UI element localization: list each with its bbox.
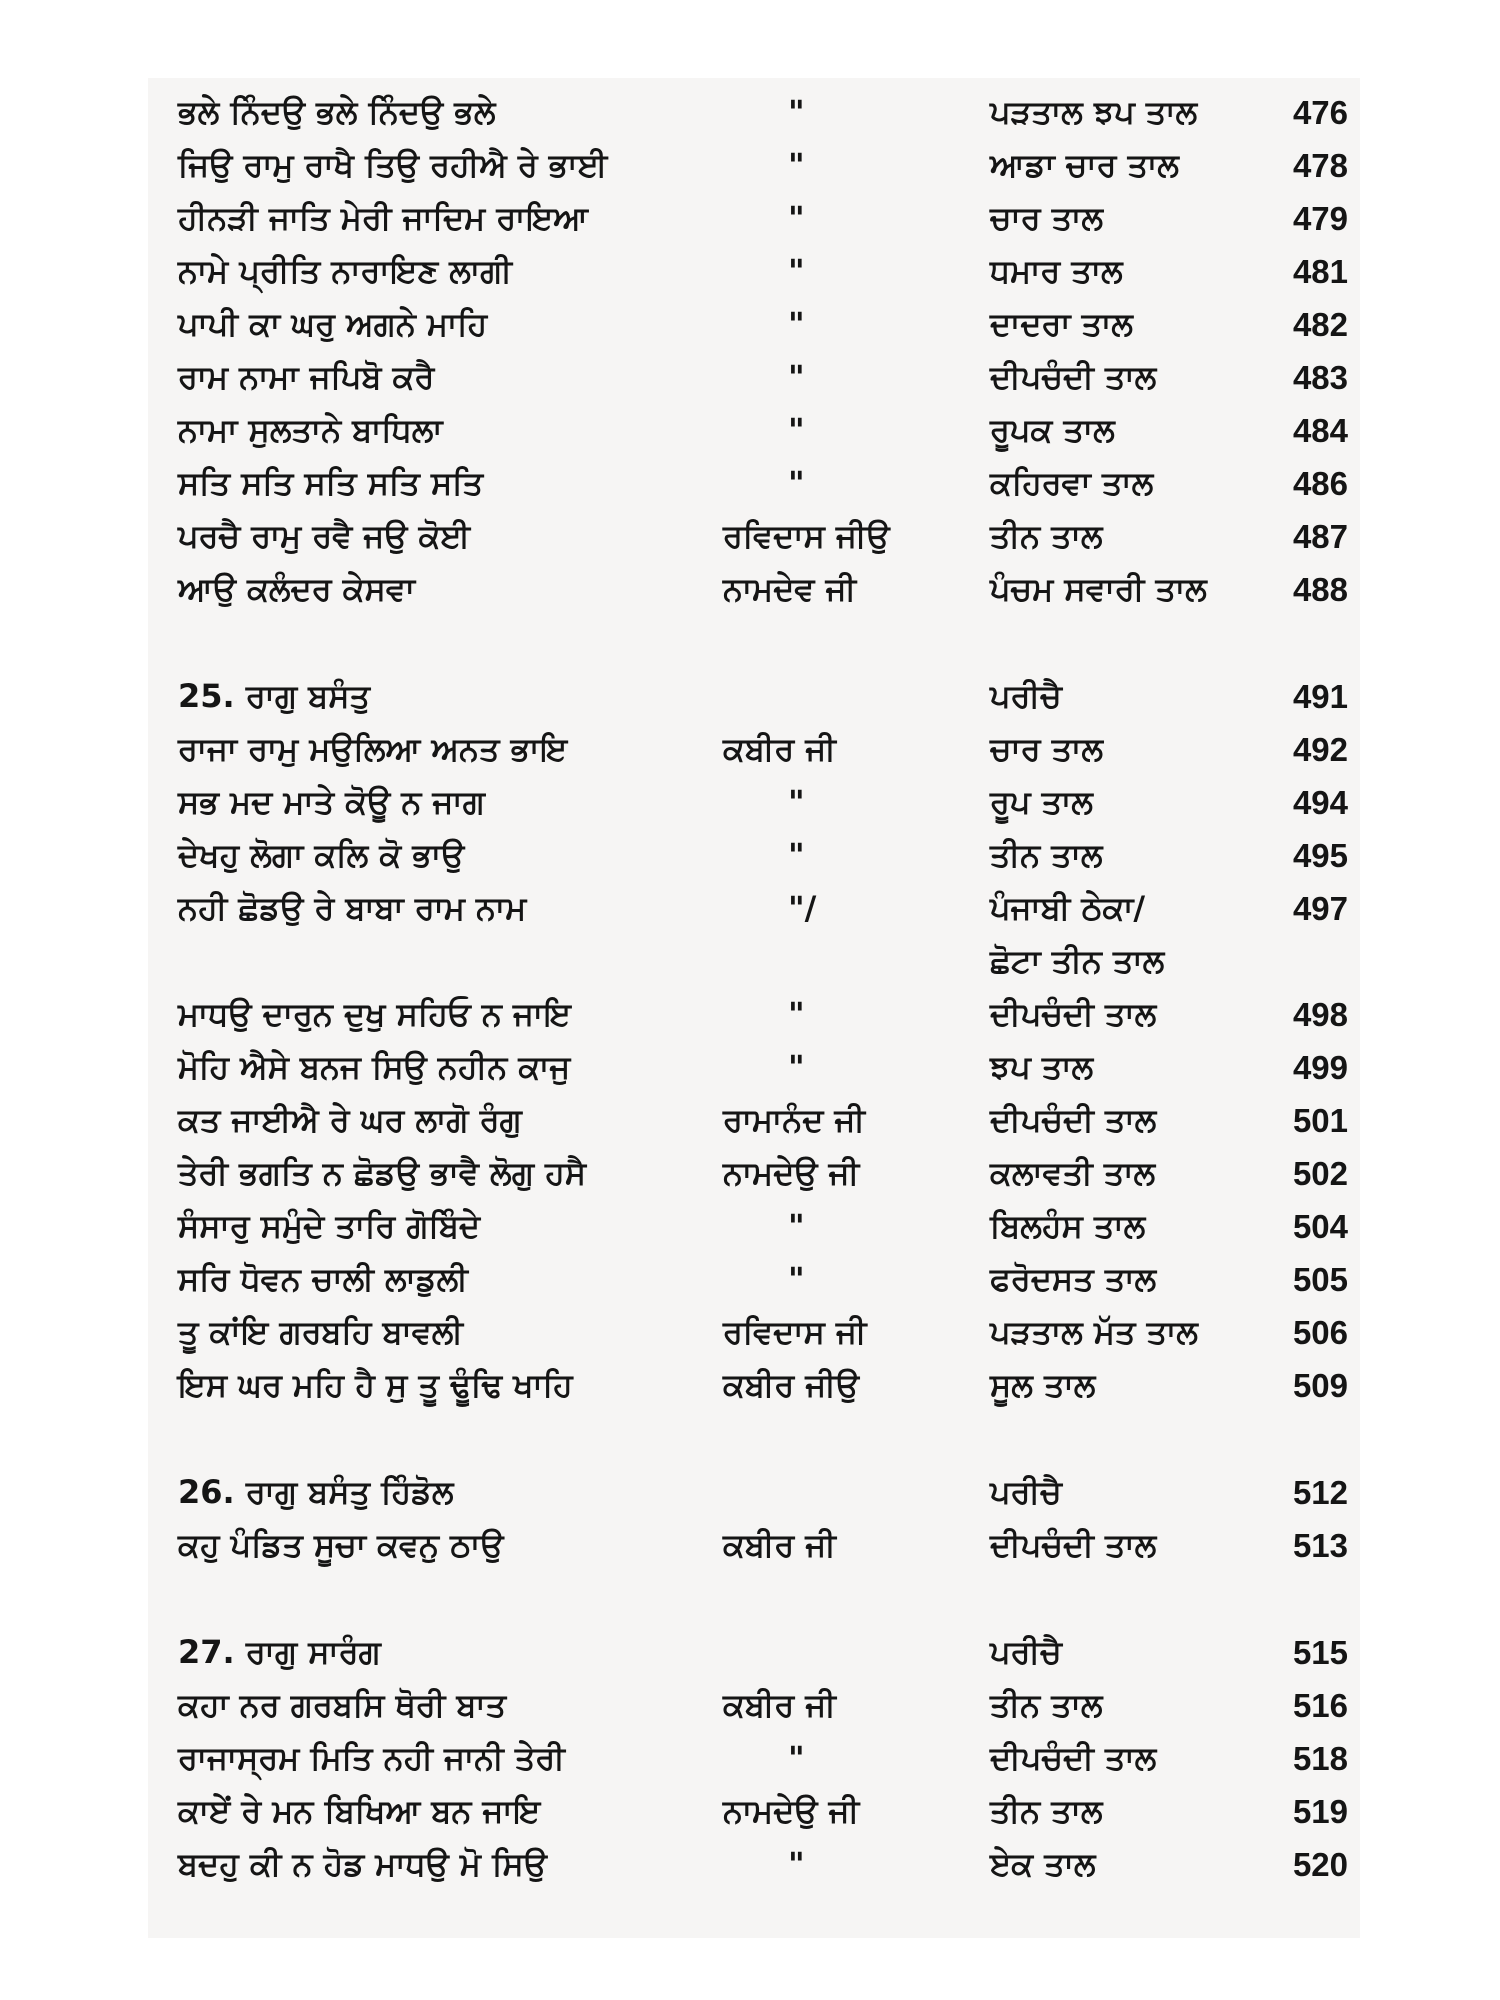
shabad-title: ਮੋਹਿ ਐਸੇ ਬਨਜ ਸਿਉ ਨਹੀਨ ਕਾਜੁ — [178, 1048, 571, 1086]
author: ਨਾਮਦੇਉ ਜੀ — [723, 1792, 860, 1830]
page-number: 491 — [1292, 678, 1348, 715]
tal-name: ਦੀਪਚੰਦੀ ਤਾਲ — [990, 995, 1157, 1033]
shabad-title: ਨਾਮਾ ਸੁਲਤਾਨੇ ਬਾਧਿਲਾ — [178, 411, 443, 449]
shabad-title: ਮਾਧਉ ਦਾਰੁਨ ਦੁਖੁ ਸਹਿਓ ਨ ਜਾਇ — [178, 995, 571, 1033]
page-number: 488 — [1292, 571, 1348, 608]
toc-row — [178, 1838, 1348, 1891]
toc-row — [178, 1200, 1348, 1253]
tal-name: ਪੰਚਮ ਸਵਾਰੀ ਤਾਲ — [990, 570, 1207, 608]
author: " — [788, 1845, 805, 1883]
author: " — [788, 305, 805, 343]
section-heading-row — [178, 1626, 1348, 1679]
author: " — [788, 1048, 805, 1086]
page-number: 486 — [1292, 465, 1348, 502]
author: ਕਬੀਰ ਜੀਉ — [723, 1366, 860, 1404]
tal-name: ਦਾਦਰਾ ਤਾਲ — [990, 305, 1133, 343]
page-number: 494 — [1292, 784, 1348, 821]
page-number: 499 — [1292, 1049, 1348, 1086]
shabad-title: ਸਭ ਮਦ ਮਾਤੇ ਕੋਊ ਨ ਜਾਗ — [178, 783, 485, 821]
page-number: 478 — [1292, 147, 1348, 184]
tal-name: ਰੂਪ ਤਾਲ — [990, 783, 1093, 821]
toc-row — [178, 988, 1348, 1041]
toc-row — [178, 1359, 1348, 1412]
tal-name: ਪੰਜਾਬੀ ਠੇਕਾ/ — [990, 889, 1146, 927]
tal-name: ਚਾਰ ਤਾਲ — [990, 199, 1103, 237]
author: " — [788, 464, 805, 502]
tal-name: ਦੀਪਚੰਦੀ ਤਾਲ — [990, 1526, 1157, 1564]
tal-name: ਦੀਪਚੰਦੀ ਤਾਲ — [990, 1739, 1157, 1777]
shabad-title: 25. ਰਾਗੁ ਬਸੰਤੁ — [178, 677, 370, 715]
toc-row — [178, 1147, 1348, 1200]
shabad-title: ਪਰਚੈ ਰਾਮੁ ਰਵੈ ਜਉ ਕੋਈ — [178, 517, 471, 555]
toc-row — [178, 86, 1348, 139]
author: ਰਾਮਾਨੰਦ ਜੀ — [723, 1101, 866, 1139]
toc-row — [178, 351, 1348, 404]
tal-name: ਤੀਨ ਤਾਲ — [990, 517, 1103, 555]
toc-row — [178, 829, 1348, 882]
page-number: 519 — [1292, 1793, 1348, 1830]
tal-name: ਤੀਨ ਤਾਲ — [990, 836, 1103, 874]
page-number: 512 — [1292, 1474, 1348, 1511]
tal-name: ਛੋਟਾ ਤੀਨ ਤਾਲ — [990, 942, 1165, 980]
page-number: 476 — [1292, 94, 1348, 131]
shabad-title: ਕਤ ਜਾਈਐ ਰੇ ਘਰ ਲਾਗੋ ਰੰਗੁ — [178, 1101, 522, 1139]
toc-row — [178, 457, 1348, 510]
tal-name: ਸੂਲ ਤਾਲ — [990, 1366, 1096, 1404]
page-number: 484 — [1292, 412, 1348, 449]
author: " — [788, 1207, 805, 1245]
page-number: 506 — [1292, 1314, 1348, 1351]
tal-name: ਝਪ ਤਾਲ — [990, 1048, 1094, 1086]
author: " — [788, 411, 805, 449]
shabad-title: ਤੂ ਕਾਂਇ ਗਰਬਹਿ ਬਾਵਲੀ — [178, 1313, 464, 1351]
shabad-title: ਬਦਹੁ ਕੀ ਨ ਹੋਡ ਮਾਧਉ ਮੋ ਸਿਉ — [178, 1845, 547, 1883]
tal-name: ਪਰੀਚੈ — [990, 1473, 1062, 1511]
page-number: 501 — [1292, 1102, 1348, 1139]
toc-row — [178, 192, 1348, 245]
toc-row — [178, 776, 1348, 829]
shabad-title: ਕਾਏਂ ਰੇ ਮਨ ਬਿਖਿਆ ਬਨ ਜਾਇ — [178, 1792, 541, 1830]
page-number: 497 — [1292, 890, 1348, 927]
shabad-title: ਜਿਉ ਰਾਮੁ ਰਾਖੈ ਤਿਉ ਰਹੀਐ ਰੇ ਭਾਈ — [178, 146, 608, 184]
author: ਨਾਮਦੇਵ ਜੀ — [723, 570, 857, 608]
toc-row — [178, 1785, 1348, 1838]
page-number: 513 — [1292, 1527, 1348, 1564]
tal-name: ਏਕ ਤਾਲ — [990, 1845, 1096, 1883]
page-number: 516 — [1292, 1687, 1348, 1724]
page-number: 518 — [1292, 1740, 1348, 1777]
author: " — [788, 93, 805, 131]
author: " — [788, 1739, 805, 1777]
author: " — [788, 836, 805, 874]
toc-row — [178, 1041, 1348, 1094]
tal-name: ਆਡਾ ਚਾਰ ਤਾਲ — [990, 146, 1179, 184]
shabad-title: ਨਹੀ ਛੋਡਉ ਰੇ ਬਾਬਾ ਰਾਮ ਨਾਮ — [178, 889, 527, 927]
author: ਰਵਿਦਾਸ ਜੀਉ — [723, 517, 890, 555]
shabad-title: ਹੀਨੜੀ ਜਾਤਿ ਮੇਰੀ ਜਾਦਿਮ ਰਾਇਆ — [178, 199, 588, 237]
page-number: 515 — [1292, 1634, 1348, 1671]
toc-row — [178, 1253, 1348, 1306]
tal-name: ਪੜਤਾਲ ਮੱਤ ਤਾਲ — [990, 1313, 1198, 1351]
tal-name: ਪਰੀਚੈ — [990, 677, 1062, 715]
toc-row — [178, 1679, 1348, 1732]
tal-name: ਪਰੀਚੈ — [990, 1633, 1062, 1671]
author: " — [788, 252, 805, 290]
shabad-title: ਰਾਮ ਨਾਮਾ ਜਪਿਬੋ ਕਰੈ — [178, 358, 435, 396]
author: ਕਬੀਰ ਜੀ — [723, 1686, 836, 1724]
shabad-title: 27. ਰਾਗੁ ਸਾਰੰਗ — [178, 1633, 381, 1671]
author: ਰਵਿਦਾਸ ਜੀ — [723, 1313, 867, 1351]
shabad-title: ਇਸ ਘਰ ਮਹਿ ਹੈ ਸੁ ਤੂ ਢੂੰਢਿ ਖਾਹਿ — [178, 1366, 573, 1404]
author: ਕਬੀਰ ਜੀ — [723, 730, 836, 768]
shabad-title: 26. ਰਾਗੁ ਬਸੰਤੁ ਹਿੰਡੋਲ — [178, 1473, 454, 1511]
toc-row — [178, 563, 1348, 616]
tal-name: ਦੀਪਚੰਦੀ ਤਾਲ — [990, 1101, 1157, 1139]
page-number: 520 — [1292, 1846, 1348, 1883]
shabad-title: ਸਤਿ ਸਤਿ ਸਤਿ ਸਤਿ ਸਤਿ — [178, 464, 484, 502]
author: ਨਾਮਦੇਉ ਜੀ — [723, 1154, 860, 1192]
toc-row — [178, 1519, 1348, 1572]
shabad-title: ਸਰਿ ਧੋਵਨ ਚਾਲੀ ਲਾਡੁਲੀ — [178, 1260, 468, 1298]
author: " — [788, 146, 805, 184]
shabad-title: ਨਾਮੇ ਪ੍ਰੀਤਿ ਨਾਰਾਇਣ ਲਾਗੀ — [178, 252, 512, 290]
page-number: 482 — [1292, 306, 1348, 343]
page-number: 504 — [1292, 1208, 1348, 1245]
shabad-title: ਭਲੇ ਨਿੰਦਉ ਭਲੇ ਨਿੰਦਉ ਭਲੇ — [178, 93, 496, 131]
toc-row — [178, 298, 1348, 351]
page-number: 509 — [1292, 1367, 1348, 1404]
page-number: 505 — [1292, 1261, 1348, 1298]
shabad-title: ਸੰਸਾਰੁ ਸਮੁੰਦੇ ਤਾਰਿ ਗੋਬਿੰਦੇ — [178, 1207, 481, 1245]
tal-name: ਪੜਤਾਲ ਝਪ ਤਾਲ — [990, 93, 1198, 131]
toc-row — [178, 245, 1348, 298]
shabad-title: ਰਾਜਾ ਰਾਮੁ ਮਉਲਿਆ ਅਨਤ ਭਾਇ — [178, 730, 568, 768]
shabad-title: ਤੇਰੀ ਭਗਤਿ ਨ ਛੋਡਉ ਭਾਵੈ ਲੋਗੁ ਹਸੈ — [178, 1154, 587, 1192]
shabad-title: ਦੇਖਹੁ ਲੋਗਾ ਕਲਿ ਕੋ ਭਾਉ — [178, 836, 465, 874]
page-number: 483 — [1292, 359, 1348, 396]
author: " — [788, 358, 805, 396]
author: ਕਬੀਰ ਜੀ — [723, 1526, 836, 1564]
toc-row — [178, 139, 1348, 192]
page-number: 498 — [1292, 996, 1348, 1033]
author: " — [788, 995, 805, 1033]
tal-name: ਕਹਿਰਵਾ ਤਾਲ — [990, 464, 1154, 502]
tal-name: ਚਾਰ ਤਾਲ — [990, 730, 1103, 768]
author: "/ — [788, 889, 817, 927]
tal-name: ਤੀਨ ਤਾਲ — [990, 1792, 1103, 1830]
toc-row — [178, 882, 1348, 935]
author: " — [788, 1260, 805, 1298]
page-number: 487 — [1292, 518, 1348, 555]
shabad-title: ਕਹਾ ਨਰ ਗਰਬਸਿ ਥੋਰੀ ਬਾਤ — [178, 1686, 507, 1724]
toc-row — [178, 510, 1348, 563]
shabad-title: ਰਾਜਾਸ੍ਰਮ ਮਿਤਿ ਨਹੀ ਜਾਨੀ ਤੇਰੀ — [178, 1739, 565, 1777]
tal-name: ਫਰੋਦਸਤ ਤਾਲ — [990, 1260, 1157, 1298]
toc-row — [178, 935, 1348, 988]
tal-name: ਤੀਨ ਤਾਲ — [990, 1686, 1103, 1724]
table-of-contents — [178, 86, 1348, 1891]
toc-row — [178, 1094, 1348, 1147]
author: " — [788, 783, 805, 821]
toc-row — [178, 1732, 1348, 1785]
tal-name: ਬਿਲਹੰਸ ਤਾਲ — [990, 1207, 1146, 1245]
page-number: 502 — [1292, 1155, 1348, 1192]
toc-row — [178, 404, 1348, 457]
tal-name: ਧਮਾਰ ਤਾਲ — [990, 252, 1123, 290]
page-number: 495 — [1292, 837, 1348, 874]
shabad-title: ਆਉ ਕਲੰਦਰ ਕੇਸਵਾ — [178, 570, 416, 608]
shabad-title: ਕਹੁ ਪੰਡਿਤ ਸੂਚਾ ਕਵਨੁ ਠਾਉ — [178, 1526, 504, 1564]
toc-row — [178, 1306, 1348, 1359]
page-number: 492 — [1292, 731, 1348, 768]
toc-row — [178, 723, 1348, 776]
tal-name: ਦੀਪਚੰਦੀ ਤਾਲ — [990, 358, 1157, 396]
section-heading-row — [178, 1466, 1348, 1519]
page-number: 479 — [1292, 200, 1348, 237]
tal-name: ਰੂਪਕ ਤਾਲ — [990, 411, 1115, 449]
shabad-title: ਪਾਪੀ ਕਾ ਘਰੁ ਅਗਨੇ ਮਾਹਿ — [178, 305, 488, 343]
tal-name: ਕਲਾਵਤੀ ਤਾਲ — [990, 1154, 1156, 1192]
author: " — [788, 199, 805, 237]
section-heading-row — [178, 670, 1348, 723]
page-number: 481 — [1292, 253, 1348, 290]
